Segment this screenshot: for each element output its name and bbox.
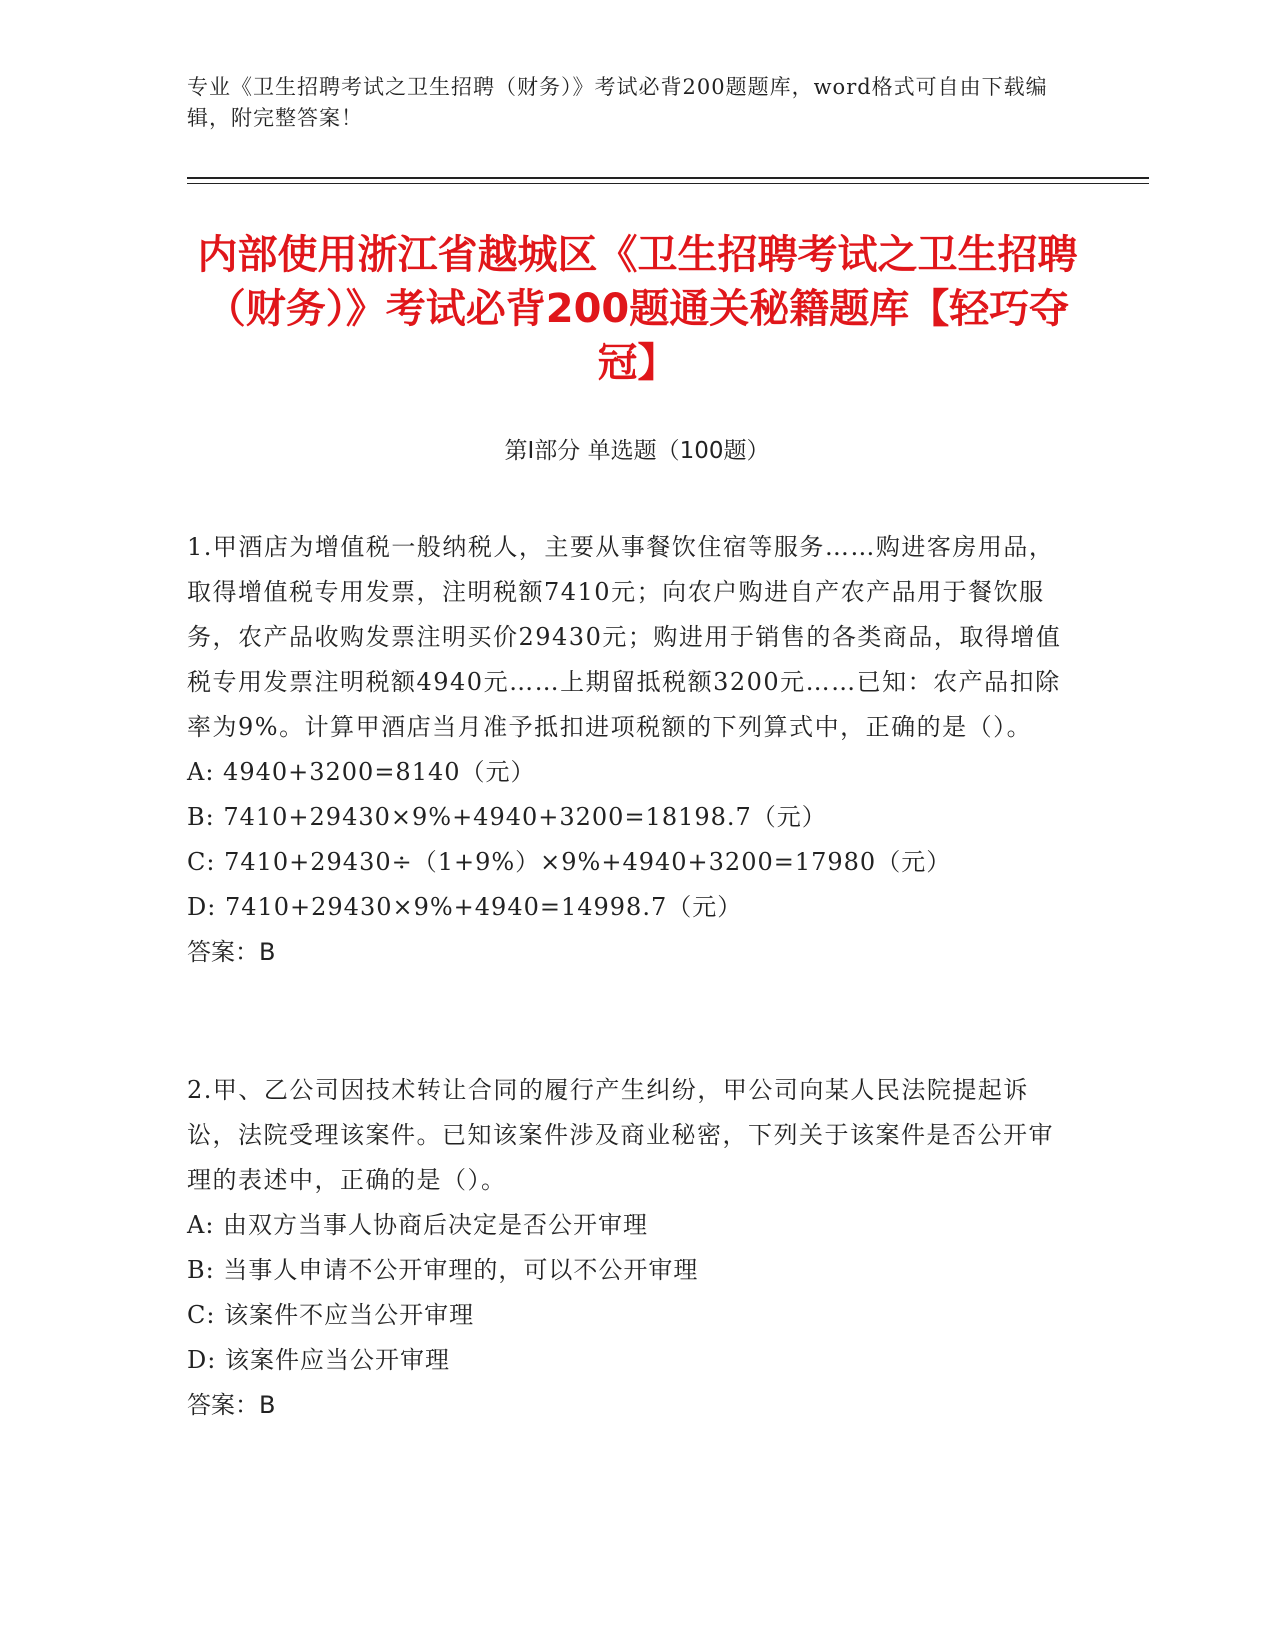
option-c: C: 该案件不应当公开审理: [187, 1301, 475, 1329]
document-title: 内部使用浙江省越城区《卫生招聘考试之卫生招聘（财务）》考试必背200题通关秘籍题库【轻巧夺冠】: [197, 232, 1078, 386]
option-d: D: 该案件应当公开审理: [187, 1346, 450, 1374]
question-2: [187, 1068, 1077, 1428]
option-b: B: 当事人申请不公开审理的，可以不公开审理: [187, 1256, 699, 1284]
answer: 答案：B: [187, 938, 276, 966]
question-stem: 1.甲酒店为增值税一般纳税人，主要从事餐饮住宿等服务……购进客房用品，取得增值税专用发票，注明税额7410元；向农户购进自产农产品用于餐饮服务，农产品收购发票注明买价29430元；购进用于销售的各类商品，取得增值税专用发票注明税额4940元……上期留抵税额3200元……已知：农产品扣除率为9%。计算甲酒店当月准予抵扣进项税额的下列算式中，正确的是（）。: [187, 533, 1062, 741]
section-title: 第I部分 单选题（100题）: [504, 438, 770, 464]
answer: 答案：B: [187, 1391, 276, 1419]
question-stem: 2.甲、乙公司因技术转让合同的履行产生纠纷，甲公司向某人民法院提起诉讼，法院受理该案件。已知该案件涉及商业秘密，下列关于该案件是否公开审理的表述中，正确的是（）。: [187, 1076, 1054, 1194]
option-a: A: 4940+3200=8140（元）: [187, 758, 536, 786]
option-c: C: 7410+29430÷（1+9%）×9%+4940+3200=17980（元）: [187, 848, 952, 876]
option-a: A: 由双方当事人协商后决定是否公开审理: [187, 1211, 649, 1239]
question-1: [187, 525, 1077, 975]
option-d: D: 7410+29430×9%+4940=14998.7（元）: [187, 893, 743, 921]
header-rule-thick: [187, 177, 1149, 179]
header-note: 专业《卫生招聘考试之卫生招聘（财务）》考试必背200题题库，word格式可自由下载编辑，附完整答案！: [187, 75, 1048, 130]
option-b: B: 7410+29430×9%+4940+3200=18198.7（元）: [187, 803, 827, 831]
header-rule-thin: [187, 183, 1149, 184]
